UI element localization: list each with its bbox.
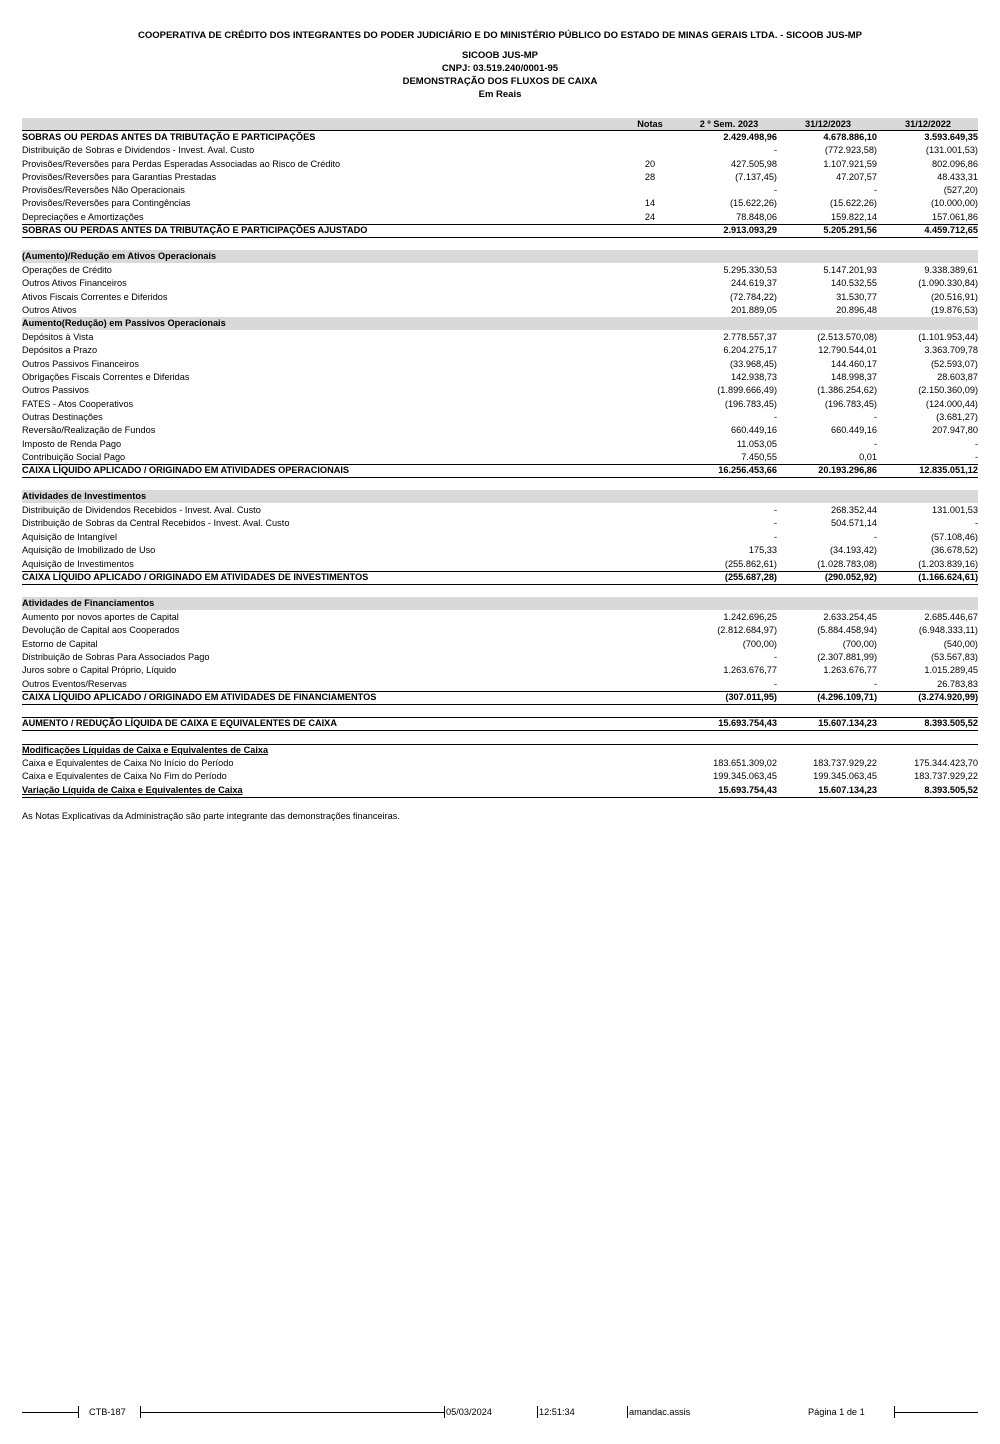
- footer-page: Página 1 de 1: [808, 1407, 865, 1417]
- row-value-2022: 48.433,31: [937, 172, 978, 182]
- row-label: CAIXA LÍQUIDO APLICADO / ORIGINADO EM ATIVIDADES DE INVESTIMENTOS: [22, 572, 369, 582]
- table-row: [22, 171, 978, 184]
- table-row: [22, 131, 978, 144]
- table-row: [22, 384, 978, 397]
- row-label: Ativos Fiscais Correntes e Diferidos: [22, 292, 168, 302]
- footer-time: 12:51:34: [539, 1407, 575, 1417]
- rule-line: [22, 130, 978, 131]
- row-value-2sem-2023: (15.622,26): [730, 198, 777, 208]
- row-value-2023: -: [873, 532, 877, 542]
- row-label: Outros Eventos/Reservas: [22, 679, 127, 689]
- table-row: [22, 424, 978, 437]
- row-label: AUMENTO / REDUÇÃO LÍQUIDA DE CAIXA E EQUIVALENTES DE CAIXA: [22, 718, 337, 728]
- row-value-2023: (15.622,26): [830, 198, 877, 208]
- row-value-2022: 1.015.289,45: [924, 665, 978, 675]
- row-value-2sem-2023: -: [773, 518, 777, 528]
- row-value-2022: 183.737.929,22: [914, 771, 978, 781]
- statement-title: DEMONSTRAÇÃO DOS FLUXOS DE CAIXA: [402, 76, 598, 87]
- row-value-2022: 28.603,87: [937, 372, 978, 382]
- table-row: [22, 358, 978, 371]
- row-value-2sem-2023: (1.899.666,49): [717, 385, 777, 395]
- row-value-2023: 15.607.134,23: [818, 785, 877, 795]
- row-value-2022: (3.274.920,99): [918, 692, 978, 702]
- table-row: [22, 304, 978, 317]
- table-row: [22, 331, 978, 344]
- footer-date: 05/03/2024: [446, 1407, 492, 1417]
- row-value-2sem-2023: 175,33: [748, 545, 777, 555]
- row-value-2sem-2023: 2.778.557,37: [723, 332, 777, 342]
- row-value-2sem-2023: 199.345.063,45: [713, 771, 777, 781]
- table-row: [22, 757, 978, 770]
- row-value-2023: (34.193,42): [830, 545, 877, 555]
- row-value-2022: 8.393.505,52: [924, 785, 978, 795]
- row-note: 20: [644, 159, 656, 169]
- row-value-2023: 20.896,48: [836, 305, 877, 315]
- row-value-2023: -: [873, 412, 877, 422]
- row-value-2022: 175.344.423,70: [914, 758, 978, 768]
- table-row: [22, 398, 978, 411]
- row-value-2sem-2023: 660.449,16: [731, 425, 777, 435]
- row-note: 28: [644, 172, 656, 182]
- row-value-2022: 4.459.712,65: [924, 225, 978, 235]
- table-row: [22, 438, 978, 451]
- row-value-2023: 5.147.201,93: [823, 265, 877, 275]
- row-value-2022: 802.096,86: [932, 159, 978, 169]
- explanatory-note: As Notas Explicativas da Administração são parte integrante das demonstrações financeiras.: [22, 811, 400, 821]
- row-value-2sem-2023: -: [773, 412, 777, 422]
- row-value-2sem-2023: 1.263.676,77: [723, 665, 777, 675]
- entity-name: SICOOB JUS-MP: [461, 50, 538, 61]
- row-label: Provisões/Reversões Não Operacionais: [22, 185, 185, 195]
- row-label: Juros sobre o Capital Próprio, Líquido: [22, 665, 177, 675]
- row-note: 14: [644, 198, 656, 208]
- row-label: Aquisição de Imobilizado de Uso: [22, 545, 156, 555]
- row-value-2sem-2023: (196.783,45): [724, 399, 777, 409]
- row-value-2023: (772.923,58): [824, 145, 877, 155]
- table-row: [22, 277, 978, 290]
- row-value-2022: (1.101.953,44): [918, 332, 978, 342]
- row-label: Obrigações Fiscais Correntes e Diferidas: [22, 372, 190, 382]
- row-value-2sem-2023: 15.693.754,43: [718, 718, 777, 728]
- table-row: [22, 158, 978, 171]
- row-value-2023: (2.513.570,08): [817, 332, 877, 342]
- row-value-2023: 31.530,77: [836, 292, 877, 302]
- row-value-2023: 660.449,16: [831, 425, 877, 435]
- rule-line: [22, 691, 978, 692]
- table-row: [22, 678, 978, 691]
- row-value-2sem-2023: 201.889,05: [731, 305, 777, 315]
- table-row: [22, 197, 978, 210]
- row-value-2023: (290.052,92): [824, 572, 877, 582]
- table-row: [22, 224, 978, 237]
- row-label: SOBRAS OU PERDAS ANTES DA TRIBUTAÇÃO E PARTICIPAÇÕES: [22, 132, 316, 142]
- row-label: Operações de Crédito: [22, 265, 112, 275]
- row-value-2sem-2023: 7.450,55: [741, 452, 777, 462]
- row-value-2sem-2023: -: [773, 679, 777, 689]
- row-value-2sem-2023: (255.687,28): [724, 572, 777, 582]
- row-value-2022: 8.393.505,52: [924, 718, 978, 728]
- row-note: 24: [644, 212, 656, 222]
- table-row: [22, 464, 978, 477]
- row-value-2022: (1.203.839,16): [918, 559, 978, 569]
- row-label: Distribuição de Sobras da Central Recebidos - Invest. Aval. Custo: [22, 518, 290, 528]
- row-value-2023: 20.193.296,86: [818, 465, 877, 475]
- row-value-2022: -: [974, 452, 978, 462]
- table-row: [22, 717, 978, 730]
- row-value-2sem-2023: 183.651.309,02: [713, 758, 777, 768]
- row-value-2022: (6.948.333,11): [918, 625, 978, 635]
- table-row: [22, 264, 978, 277]
- row-value-2022: (57.108,46): [931, 532, 978, 542]
- row-value-2023: (2.307.881,99): [817, 652, 877, 662]
- row-label: CAIXA LÍQUIDO APLICADO / ORIGINADO EM ATIVIDADES DE FINANCIAMENTOS: [22, 692, 377, 702]
- row-value-2022: (52.593,07): [931, 359, 978, 369]
- row-value-2023: 148.998,37: [831, 372, 877, 382]
- row-value-2022: 157.061,86: [932, 212, 978, 222]
- currency-unit: Em Reais: [478, 89, 522, 100]
- column-header-notes: Notas: [637, 119, 663, 129]
- row-value-2022: 26.783,83: [937, 679, 978, 689]
- table-row: [22, 544, 978, 557]
- row-label: Distribuição de Sobras Para Associados Pago: [22, 652, 210, 662]
- row-value-2022: (527,20): [943, 185, 978, 195]
- row-value-2sem-2023: 16.256.453,66: [718, 465, 777, 475]
- row-label: Depósitos à Vista: [22, 332, 94, 342]
- row-value-2023: 199.345.063,45: [813, 771, 877, 781]
- table-row: [22, 770, 978, 783]
- row-value-2023: 2.633.254,45: [823, 612, 877, 622]
- rule-line: [22, 237, 978, 238]
- row-value-2sem-2023: 6.204.275,17: [723, 345, 777, 355]
- table-row: [22, 211, 978, 224]
- row-value-2022: 131.001,53: [932, 505, 978, 515]
- column-header-c3: 31/12/2022: [905, 119, 951, 129]
- row-label: Aquisição de Investimentos: [22, 559, 134, 569]
- table-row: [22, 144, 978, 157]
- row-value-2022: (2.150.360,09): [918, 385, 978, 395]
- table-row: [22, 638, 978, 651]
- row-value-2022: (20.516,91): [931, 292, 978, 302]
- row-label: FATES - Atos Cooperativos: [22, 399, 134, 409]
- footer-user: amandac.assis: [629, 1407, 691, 1417]
- row-value-2sem-2023: 142.938,73: [731, 372, 777, 382]
- table-row: [22, 664, 978, 677]
- report-title: COOPERATIVA DE CRÉDITO DOS INTEGRANTES DO PODER JUDICIÁRIO E DO MINISTÉRIO PÚBLICO DO ESTADO DE MINAS GERAIS LTDA. - SICOOB JUS-MP: [138, 30, 862, 41]
- rule-line: [22, 717, 978, 718]
- row-value-2023: (1.028.783,08): [817, 559, 877, 569]
- row-value-2023: 12.790.544,01: [818, 345, 877, 355]
- row-value-2023: 4.678.886,10: [823, 132, 877, 142]
- row-value-2022: -: [974, 439, 978, 449]
- table-row: [22, 504, 978, 517]
- row-label: Caixa e Equivalentes de Caixa No Fim do Período: [22, 771, 227, 781]
- row-value-2022: (10.000,00): [931, 198, 978, 208]
- row-label: Distribuição de Sobras e Dividendos - Invest. Aval. Custo: [22, 145, 255, 155]
- row-label: Reversão/Realização de Fundos: [22, 425, 156, 435]
- row-value-2023: -: [873, 439, 877, 449]
- column-header-c2: 31/12/2023: [805, 119, 851, 129]
- row-value-2022: 9.338.389,61: [924, 265, 978, 275]
- table-row: [22, 317, 978, 330]
- row-label: Estorno de Capital: [22, 639, 98, 649]
- row-label: Aquisição de Intangível: [22, 532, 118, 542]
- row-value-2023: (4.296.109,71): [817, 692, 877, 702]
- table-row: [22, 784, 978, 797]
- table-row: [22, 184, 978, 197]
- row-value-2sem-2023: -: [773, 185, 777, 195]
- table-row: [22, 451, 978, 464]
- row-label: Distribuição de Dividendos Recebidos - Invest. Aval. Custo: [22, 505, 261, 515]
- row-value-2023: 140.532,55: [831, 278, 877, 288]
- row-value-2022: 207.947,80: [932, 425, 978, 435]
- row-value-2022: (124.000,44): [925, 399, 978, 409]
- table-row: [22, 571, 978, 584]
- row-value-2023: 268.352,44: [831, 505, 877, 515]
- row-label: Devolução de Capital aos Cooperados: [22, 625, 180, 635]
- row-value-2sem-2023: (255.862,61): [724, 559, 777, 569]
- row-value-2sem-2023: (72.784,22): [730, 292, 777, 302]
- row-label: Outros Ativos Financeiros: [22, 278, 127, 288]
- row-label: SOBRAS OU PERDAS ANTES DA TRIBUTAÇÃO E PARTICIPAÇÕES AJUSTADO: [22, 225, 368, 235]
- row-label: Depósitos a Prazo: [22, 345, 98, 355]
- row-label: Depreciações e Amortizações: [22, 212, 144, 222]
- rule-line: [22, 730, 978, 731]
- row-value-2sem-2023: (7.137,45): [735, 172, 777, 182]
- row-value-2sem-2023: (33.968,45): [730, 359, 777, 369]
- row-value-2023: 0,01: [859, 452, 877, 462]
- row-value-2023: 183.737.929,22: [813, 758, 877, 768]
- row-value-2sem-2023: 15.693.754,43: [718, 785, 777, 795]
- row-value-2023: 159.822,14: [831, 212, 877, 222]
- rule-line: [22, 571, 978, 572]
- table-row: [22, 531, 978, 544]
- row-value-2023: 5.205.291,56: [823, 225, 877, 235]
- table-row: [22, 597, 978, 610]
- row-value-2023: (700,00): [842, 639, 877, 649]
- row-label: Caixa e Equivalentes de Caixa No Início do Período: [22, 758, 234, 768]
- row-label: Modificações Líquidas de Caixa e Equivalentes de Caixa: [22, 745, 269, 755]
- table-row: [22, 344, 978, 357]
- row-value-2sem-2023: -: [773, 505, 777, 515]
- row-value-2022: 3.363.709,78: [924, 345, 978, 355]
- footer-code: CTB-187: [89, 1407, 126, 1417]
- table-row: [22, 691, 978, 704]
- rule-line: [22, 797, 978, 798]
- row-value-2022: (3.681,27): [936, 412, 978, 422]
- row-value-2023: -: [873, 679, 877, 689]
- row-value-2023: (5.884.458,94): [817, 625, 877, 635]
- table-row: [22, 744, 978, 757]
- row-value-2sem-2023: (307.011,95): [725, 692, 777, 702]
- row-value-2022: (131.001,53): [925, 145, 978, 155]
- table-row: [22, 291, 978, 304]
- rule-line: [22, 584, 978, 585]
- row-label: Atividades de Investimentos: [22, 491, 147, 501]
- row-value-2022: (53.567,83): [931, 652, 978, 662]
- row-value-2023: (1.386.254,62): [817, 385, 877, 395]
- row-value-2023: 15.607.134,23: [818, 718, 877, 728]
- row-value-2022: 3.593.649,35: [924, 132, 978, 142]
- row-label: Provisões/Reversões para Perdas Esperadas Associadas ao Risco de Crédito: [22, 159, 341, 169]
- row-value-2sem-2023: -: [773, 532, 777, 542]
- table-row: [22, 371, 978, 384]
- row-label: Atividades de Financiamentos: [22, 598, 155, 608]
- row-label: Aumento(Redução) em Passivos Operacionais: [22, 318, 226, 328]
- table-row: [22, 517, 978, 530]
- rule-line: [22, 477, 978, 478]
- row-value-2023: 47.207,57: [836, 172, 877, 182]
- rule-line: [22, 464, 978, 465]
- table-row: [22, 558, 978, 571]
- rule-line: [22, 744, 978, 745]
- row-label: Contribuição Social Pago: [22, 452, 126, 462]
- row-value-2sem-2023: 244.619,37: [731, 278, 777, 288]
- row-value-2022: 2.685.446,67: [924, 612, 978, 622]
- row-label: (Aumento)/Redução em Ativos Operacionais: [22, 251, 217, 261]
- row-value-2sem-2023: 78.848,06: [736, 212, 777, 222]
- row-value-2023: -: [873, 185, 877, 195]
- row-value-2022: (36.678,52): [931, 545, 978, 555]
- row-value-2023: (196.783,45): [824, 399, 877, 409]
- rule-line: [22, 704, 978, 705]
- row-label: Imposto de Renda Pago: [22, 439, 122, 449]
- row-label: Outros Passivos: [22, 385, 89, 395]
- row-label: Outros Ativos: [22, 305, 77, 315]
- table-row: [22, 651, 978, 664]
- row-value-2sem-2023: (2.812.684,97): [717, 625, 777, 635]
- row-label: Aumento por novos aportes de Capital: [22, 612, 179, 622]
- row-value-2sem-2023: 11.053,05: [736, 439, 777, 449]
- row-value-2sem-2023: 1.242.696,25: [723, 612, 777, 622]
- row-value-2sem-2023: 427.505,98: [731, 159, 777, 169]
- column-header-c1: 2 º Sem. 2023: [699, 119, 759, 129]
- row-label: Outras Destinações: [22, 412, 103, 422]
- row-label: Variação Líquida de Caixa e Equivalentes de Caixa: [22, 785, 243, 795]
- row-value-2022: (1.090.330,84): [918, 278, 978, 288]
- row-value-2sem-2023: (700,00): [742, 639, 777, 649]
- rule-line: [22, 224, 978, 225]
- row-value-2022: (1.166.624,61): [918, 572, 978, 582]
- row-value-2022: 12.835.051,12: [919, 465, 978, 475]
- table-row: [22, 611, 978, 624]
- row-value-2023: 144.460,17: [831, 359, 877, 369]
- table-row: [22, 490, 978, 503]
- row-value-2sem-2023: -: [773, 145, 777, 155]
- row-label: Outros Passivos Financeiros: [22, 359, 139, 369]
- row-value-2sem-2023: 2.913.093,29: [723, 225, 777, 235]
- row-value-2sem-2023: -: [773, 652, 777, 662]
- row-value-2022: (540,00): [943, 639, 978, 649]
- table-row: [22, 411, 978, 424]
- row-label: CAIXA LÍQUIDO APLICADO / ORIGINADO EM ATIVIDADES OPERACIONAIS: [22, 465, 350, 475]
- row-value-2022: -: [974, 518, 978, 528]
- table-row: [22, 250, 978, 263]
- row-value-2sem-2023: 2.429.498,96: [723, 132, 777, 142]
- row-value-2023: 504.571,14: [831, 518, 877, 528]
- row-label: Provisões/Reversões para Garantias Prestadas: [22, 172, 217, 182]
- row-value-2023: 1.263.676,77: [823, 665, 877, 675]
- row-value-2022: (19.876,53): [931, 305, 978, 315]
- row-label: Provisões/Reversões para Contingências: [22, 198, 191, 208]
- cnpj: CNPJ: 03.519.240/0001-95: [441, 63, 559, 74]
- row-value-2sem-2023: 5.295.330,53: [723, 265, 777, 275]
- table-row: [22, 624, 978, 637]
- row-value-2023: 1.107.921,59: [823, 159, 877, 169]
